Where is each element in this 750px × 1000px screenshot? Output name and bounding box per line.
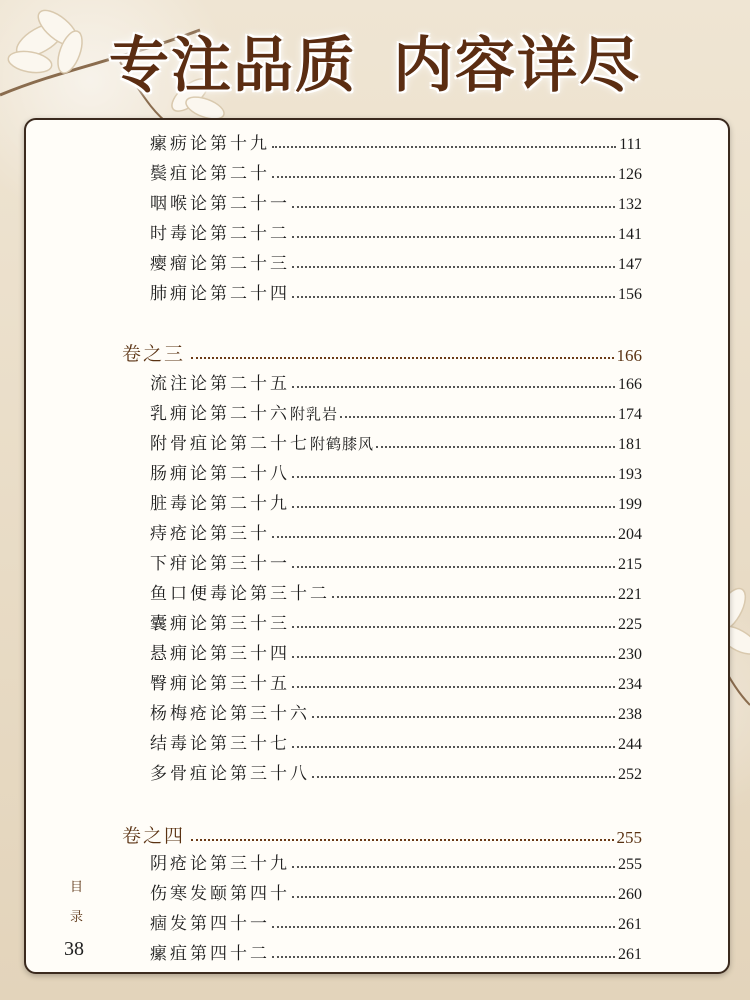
page-number: 38 xyxy=(64,938,84,960)
toc-entry xyxy=(150,424,642,454)
side-label-lu: 录 xyxy=(70,910,84,925)
entry-page: 215 xyxy=(618,556,642,573)
entry-title: 伤寒发颐第四十 xyxy=(150,884,290,904)
dot-leader xyxy=(340,416,615,418)
toc-entry xyxy=(150,394,642,424)
dot-leader xyxy=(292,506,615,508)
entry-title: 鱼口便毒论第三十二 xyxy=(150,584,330,604)
dot-leader xyxy=(191,357,613,359)
toc-entry xyxy=(150,664,642,694)
dot-leader xyxy=(272,956,615,958)
toc-entry xyxy=(150,574,642,604)
entry-page: 193 xyxy=(618,466,642,483)
entry-title: 痔疮论第三十 xyxy=(150,524,270,544)
toc-entry xyxy=(150,514,642,544)
toc-entry xyxy=(150,724,642,754)
entry-page: 156 xyxy=(618,286,642,303)
toc-entry xyxy=(150,214,642,244)
dot-leader xyxy=(332,596,615,598)
entry-title: 肠痈论第二十八 xyxy=(150,464,290,484)
entry-page: 141 xyxy=(618,226,642,243)
entry-title: 阴疮论第三十九 xyxy=(150,854,290,874)
dot-leader xyxy=(272,536,615,538)
entry-page: 230 xyxy=(618,646,642,663)
dot-leader xyxy=(292,386,615,388)
volume-page: 166 xyxy=(616,346,642,365)
entry-title: 瘰疽第四十二 xyxy=(150,944,270,964)
entry-suffix: 附鹤膝风 xyxy=(310,435,375,453)
toc-entry xyxy=(150,544,642,574)
entry-page: 174 xyxy=(618,406,642,423)
volume-heading xyxy=(122,334,642,366)
dot-leader xyxy=(292,566,615,568)
entry-suffix: 附乳岩 xyxy=(290,405,339,423)
dot-leader xyxy=(272,146,616,148)
entry-title: 结毒论第三十七 xyxy=(150,734,290,754)
toc-entry xyxy=(150,904,642,934)
entry-title: 下疳论第三十一 xyxy=(150,554,290,574)
entry-title: 臀痈论第三十五 xyxy=(150,674,290,694)
entry-page: 147 xyxy=(618,256,642,273)
toc-entry xyxy=(150,634,642,664)
toc-entry xyxy=(150,364,642,394)
entry-page: 261 xyxy=(618,916,642,933)
entry-page: 261 xyxy=(618,946,642,963)
dot-leader xyxy=(272,176,615,178)
toc-entry xyxy=(150,184,642,214)
toc-entry xyxy=(150,274,642,304)
entry-page: 111 xyxy=(619,136,642,153)
toc-entry xyxy=(150,154,642,184)
entry-page: 225 xyxy=(618,616,642,633)
dot-leader xyxy=(292,866,615,868)
dot-leader xyxy=(312,716,615,718)
dot-leader xyxy=(312,776,615,778)
toc-entry xyxy=(150,694,642,724)
dot-leader xyxy=(292,296,615,298)
entry-title: 脏毒论第二十九 xyxy=(150,494,290,514)
entry-title: 杨梅疮论第三十六 xyxy=(150,704,310,724)
entry-page: 238 xyxy=(618,706,642,723)
entry-title: 乳痈论第二十六 xyxy=(150,404,290,424)
dot-leader xyxy=(292,896,615,898)
toc-entry xyxy=(150,844,642,874)
entry-title: 多骨疽论第三十八 xyxy=(150,764,310,784)
dot-leader xyxy=(292,686,615,688)
dot-leader xyxy=(292,206,615,208)
entry-page: 181 xyxy=(618,436,642,453)
volume-page: 255 xyxy=(616,828,642,847)
entry-title: 痼发第四十一 xyxy=(150,914,270,934)
entry-page: 126 xyxy=(618,166,642,183)
entry-title: 时毒论第二十二 xyxy=(150,224,290,244)
entry-title: 流注论第二十五 xyxy=(150,374,290,394)
toc-entry xyxy=(150,244,642,274)
promo-banner xyxy=(0,18,750,104)
entry-page: 199 xyxy=(618,496,642,513)
entry-page: 255 xyxy=(618,856,642,873)
entry-title: 瘰疬论第十九 xyxy=(150,134,270,154)
entry-page: 244 xyxy=(618,736,642,753)
toc-entry xyxy=(150,484,642,514)
banner-right-text: 内容详尽 xyxy=(393,31,641,101)
toc-entry xyxy=(150,754,642,784)
dot-leader xyxy=(292,656,615,658)
entry-page: 234 xyxy=(618,676,642,693)
entry-page: 252 xyxy=(618,766,642,783)
entry-title: 咽喉论第二十一 xyxy=(150,194,290,214)
toc-entry xyxy=(150,934,642,964)
entry-title: 附骨疽论第二十七 xyxy=(150,434,310,454)
entry-title: 鬓疽论第二十 xyxy=(150,164,270,184)
toc-entry xyxy=(150,874,642,904)
dot-leader xyxy=(292,266,615,268)
entry-title: 囊痈论第三十三 xyxy=(150,614,290,634)
volume-title: 卷之四 xyxy=(122,825,186,847)
entry-page: 204 xyxy=(618,526,642,543)
dot-leader xyxy=(292,476,615,478)
entry-title: 悬痈论第三十四 xyxy=(150,644,290,664)
entry-page: 166 xyxy=(618,376,642,393)
dot-leader xyxy=(292,236,615,238)
entry-title: 瘿瘤论第二十三 xyxy=(150,254,290,274)
volume-title: 卷之三 xyxy=(122,343,186,365)
entry-title: 肺痈论第二十四 xyxy=(150,284,290,304)
entry-page: 221 xyxy=(618,586,642,603)
side-label-mu: 目 xyxy=(70,880,84,895)
toc-entry xyxy=(150,124,642,154)
dot-leader xyxy=(376,446,615,448)
dot-leader xyxy=(292,626,615,628)
banner-left-text: 专注品质 xyxy=(109,31,357,101)
toc-entry xyxy=(150,454,642,484)
toc-entry xyxy=(150,604,642,634)
dot-leader xyxy=(272,926,615,928)
dot-leader xyxy=(292,746,615,748)
entry-page: 260 xyxy=(618,886,642,903)
toc-page xyxy=(24,118,730,974)
dot-leader xyxy=(191,839,613,841)
entry-page: 132 xyxy=(618,196,642,213)
